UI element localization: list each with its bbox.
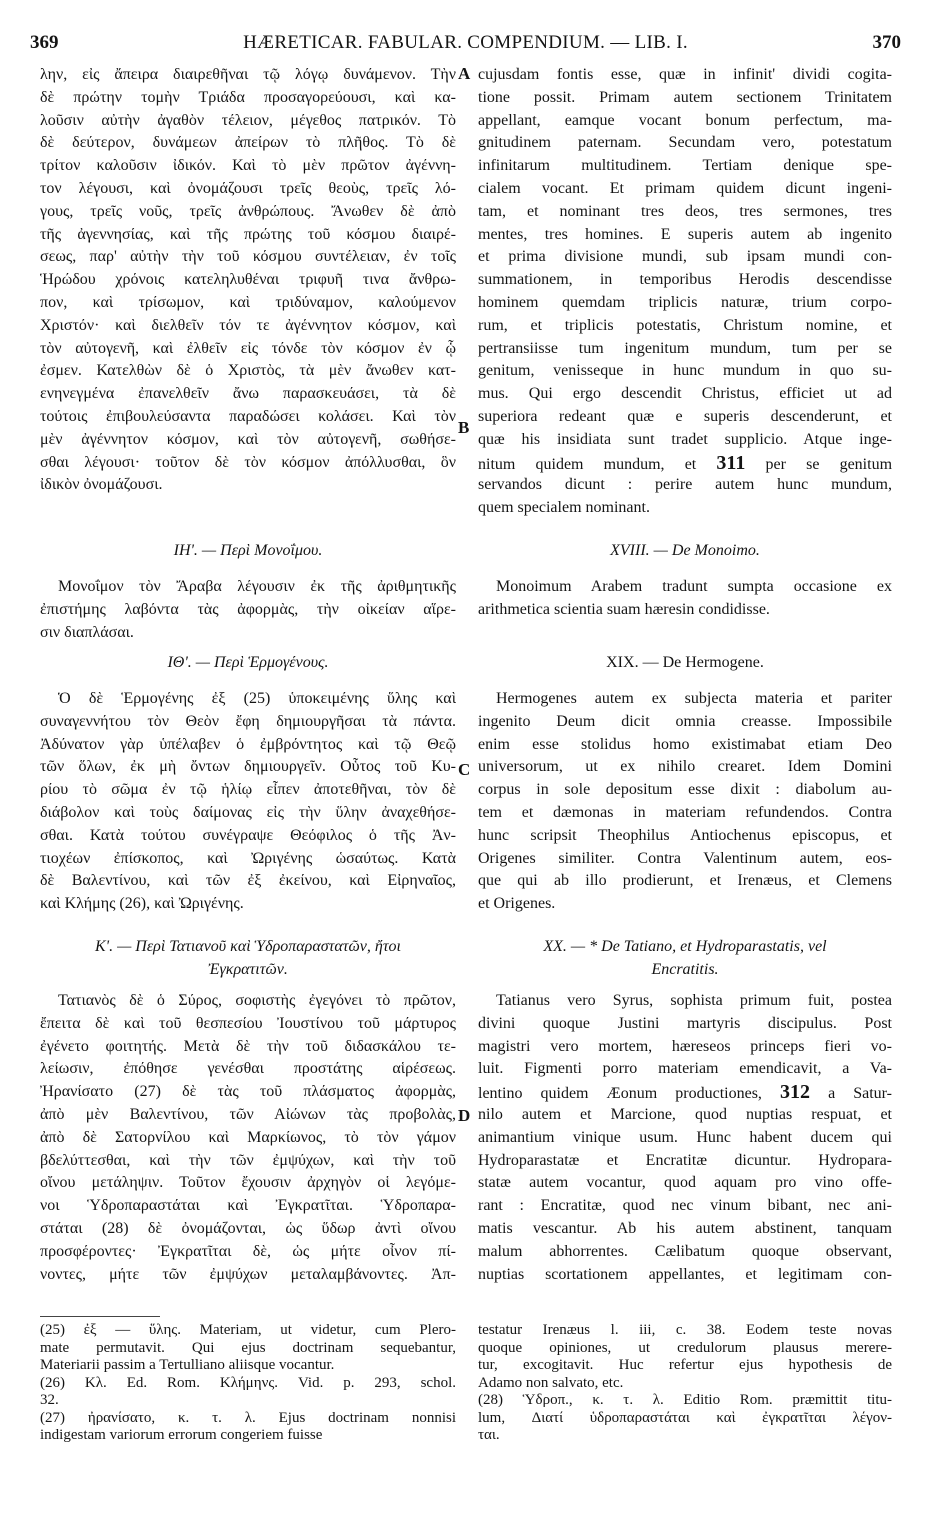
latin-text-segment: lentino quidem Æonum productiones, — [478, 1085, 762, 1103]
text-line: τιοχέων ἐπίσκοπος, καὶ Ὠριγένης ὡσαύτως. Κατὰ — [40, 849, 456, 867]
text-line: ἐπιστήμης λαβόντα τὰς ἀφορμὰς, τὴν οἰκείαν αἵρε- — [40, 600, 456, 618]
latin-heading-xx-line-1: XX. — * De Tatiano, et Hydroparastatis, vel — [543, 938, 827, 955]
latin-heading-xix-text: XIX. — De Hermogene. — [606, 654, 764, 671]
text-line: διάβολον καὶ τοὺς δαίμονας εἰς τὴν ὕλην ἀναχεθήσε- — [40, 803, 456, 821]
text-line: et prima divisione mundi, sub ipsam mundi con- — [478, 248, 892, 266]
text-line: λοῦσιν αὐτὴν ἀγαθὸν τέλειον, μέγεθος πατρικόν. Τὸ — [40, 111, 456, 129]
text-line: Monoimum Arabem tradunt sumpta occasione ex — [496, 578, 892, 595]
text-line: Origenes similiter. Contra Valentinum autem, eos- — [478, 849, 892, 867]
latin-paragraph-4-lines — [478, 990, 892, 1081]
margin-letter-b: B — [458, 418, 470, 437]
text-line: Hermogenes autem ex subjecta materia et pariter — [496, 690, 892, 707]
page-marker-312: 312 — [780, 1081, 810, 1104]
text-line: mus. Qui ergo descendit Christus, efficiet ut ad — [478, 385, 892, 403]
running-title: HÆRETICAR. FABULAR. COMPENDIUM. — LIB. I. — [243, 32, 688, 53]
greek-paragraph-1 — [40, 64, 456, 497]
text-line: testatur Irenæus l. iii, c. 38. Eodem teste novas — [478, 1322, 892, 1338]
text-line: Hydroparastatæ et Encratitæ dicuntur. Hydropara- — [478, 1151, 892, 1169]
text-line: Τατιανὸς δὲ ὁ Σύρος, σοφιστὴς ἐγεγόνει τὸ πρῶτον, — [58, 992, 456, 1009]
text-line: μὲν ἀγέννητον κόσμον, καὶ τὸν αὐτογενῆ, σωθήσε- — [40, 430, 456, 448]
text-line: τὸν αὐτογενῆ, καὶ ἐλθεῖν εἰς τόνδε τὸν κόσμον ἐν ᾧ — [40, 339, 456, 357]
text-line: luit. Figmenti porro materiam emendicavit, a Va- — [478, 1060, 892, 1078]
footnotes-left — [40, 1322, 456, 1445]
text-line: τῆς ἀγεννησίας, καὶ τῆς πρώτης τοῦ κόσμου διαιρέ- — [40, 225, 456, 243]
text-line: βδελύττεσθαι, καὶ τὴν τῶν ἐμψύχων, καὶ τὴν τοῦ — [40, 1151, 456, 1169]
text-line: ἀπὸ δὲ Σατορνίλου καὶ Μαρκίωνος, τὸ τὸν γάμον — [40, 1128, 456, 1146]
text-line: animantium vinique usum. Hunc habent ducem qui — [478, 1128, 892, 1146]
text-line: indigestam variorum errorum congeriem fuisse — [40, 1427, 323, 1443]
greek-heading-xx-line-2: Ἐγκρατιτῶν. — [208, 960, 288, 978]
text-line: νοντες, μήτε τῶν ἐμψύχων μεταλαμβάνοντες. Ἀπ- — [40, 1265, 456, 1283]
text-line: (26) Κλ. Ed. Rom. Κλήμηνς. Vid. p. 293, schol. — [40, 1374, 456, 1391]
text-line: cujusdam fontis esse, quæ in infinit' dividi cogita- — [478, 66, 892, 83]
text-line: 32. — [40, 1392, 59, 1408]
text-line: σθαι λέγουσι· τοῦτον δὲ τὸν κόσμον ἀπόλλυσθαι, ὃν — [40, 453, 456, 471]
greek-heading-xx — [40, 936, 456, 982]
text-line: pertransiisse tum ingenitum mundum, tum per se — [478, 339, 892, 357]
latin-paragraph-4-end — [478, 1104, 892, 1286]
margin-letter-c: C — [458, 760, 471, 779]
text-line: nilo autem et Marcione, quod nuptias respuat, et — [478, 1105, 892, 1123]
margin-letter-d: D — [458, 1106, 471, 1125]
text-line: superiora redeant quæ e superis descenderunt, et — [478, 407, 892, 425]
latin-paragraph-1 — [478, 64, 892, 520]
text-line: divini quoque Justini martyris discipulus. Post — [478, 1014, 892, 1032]
footnotes-right — [478, 1322, 892, 1445]
footnote-rule — [40, 1316, 160, 1317]
latin-heading-xx — [478, 936, 892, 982]
text-line: quoque opiniones, ut credulorum plausus merere- — [478, 1339, 892, 1356]
text-line: corpus in sole depositum esse dixit : diabolum au- — [478, 781, 892, 799]
text-line: et Origenes. — [478, 895, 556, 913]
text-line: ἐγένετο φοιτητής. Μετὰ δὲ τὴν τοῦ διδασκάλου τε- — [40, 1037, 456, 1055]
text-line: ρίου τὸ σῶμα ἐν τῷ ἡλίῳ εἶπεν ἀποτεθῆναι, τὸν δὲ — [40, 781, 456, 799]
text-line: lum, Διατί ὑδροπαραστάται καὶ ἐγκρατῖται λέγον- — [478, 1409, 892, 1426]
text-line: mentes, tres homines. E superis autem ab ingenito — [478, 225, 892, 243]
running-header — [30, 32, 901, 58]
text-line: Tatianus vero Syrus, sophista primum fuit, postea — [496, 992, 892, 1009]
text-line: hominem quemdam triplicis naturæ, trium corpo- — [478, 293, 892, 311]
latin-line-with-page-marker-312 — [478, 1081, 892, 1104]
text-line: Ἡρώδου χρόνοις κατεληλυθέναι τριφυῆ τινα ἄνθρω- — [40, 271, 456, 289]
text-line: tur, excogitavit. Huc refertur ejus hypothesis de — [478, 1357, 892, 1373]
text-line: δὲ πρώτην τομὴν Τριάδα προσαγορεύουσι, καὶ κα- — [40, 88, 456, 106]
latin-paragraph-3 — [478, 688, 892, 916]
text-line: Χριστόν· καὶ διελθεῖν τόν τε ἀγέννητον κόσμον, καὶ — [40, 316, 456, 334]
text-line: universorum, ut ex nihilo crearet. Idem Domini — [478, 758, 892, 776]
text-line: πον, καὶ τρίσωμον, καὶ τριδύναμον, καλούμενον — [40, 293, 456, 311]
latin-text-segment: nitum quidem mundum, et — [478, 455, 697, 473]
latin-paragraph-4 — [478, 990, 892, 1286]
text-line: νοι Ὑδροπαραστάται καὶ Ἐγκρατῖται. Ὑδροπαρα- — [40, 1197, 456, 1215]
text-line: summationem, in temporibus Herodis descendisse — [478, 271, 892, 289]
latin-heading-xx-line-2: Encratitis. — [651, 960, 719, 978]
text-line: Materiarii passim a Tertulliano aliisque vocantur. — [40, 1357, 335, 1373]
text-line: Μονοΐμον τὸν Ἄραβα λέγουσιν ἐκ τῆς ἀριθμητικῆς — [58, 578, 456, 595]
text-line: arithmetica scientia suam hæresin condidisse. — [478, 600, 770, 618]
text-line: tione possit. Primam autem sectionem Trinitatem — [478, 88, 892, 106]
latin-paragraph-2 — [478, 576, 892, 622]
text-line: hunc scripsit Theophilus Antiochenus episcopus, et — [478, 826, 892, 844]
greek-paragraph-4 — [40, 990, 456, 1286]
text-line: οἴνου μετάληψιν. Τοῦτον ἔχουσιν ἀρχηγὸν οἱ λεγόμε- — [40, 1174, 456, 1192]
text-line: magistri vero mortem, hæreseos princeps fieri vo- — [478, 1037, 892, 1055]
latin-line-with-page-marker-311 — [478, 452, 892, 475]
latin-paragraph-1-end — [478, 474, 892, 520]
text-line: infinitarum multitudinem. Tertiam denique spe- — [478, 157, 892, 175]
text-line: que qui ab illo prodierunt, et Irenæus, et Clemens — [478, 872, 892, 890]
text-line: ται. — [478, 1427, 500, 1443]
text-line: genitum, venisseque in hunc mundum in quo su- — [478, 362, 892, 380]
text-line: Adamo non salvato, etc. — [478, 1374, 624, 1391]
text-line: τῶν ὅλων, ἐκ μὴ ὄντων δημιουργεῖν. Οὗτος τοῦ Κυ- — [40, 758, 456, 776]
text-line: appellant, eamque vocant bonum perfectum, ma- — [478, 111, 892, 129]
text-line: servandos dicunt : perire autem hunc mundum, — [478, 476, 892, 494]
text-line: ενηνεγμένα ἐπανελθεῖν ἄνω παρασκευάσει, τὰ δὲ — [40, 385, 456, 403]
page-number-right: 370 — [872, 32, 901, 53]
text-line: στάται (28) δὲ ὀνομάζονται, ὡς ὕδωρ ἀντὶ οἴνου — [40, 1219, 456, 1237]
text-line: σεως, παρ' αὐτὴν τὴν τοῦ κόσμου συντέλειαν, ἐν τοῖς — [40, 248, 456, 266]
text-line: malum abhorrentes. Cælibatum quoque observant, — [478, 1242, 892, 1260]
text-line: statæ autem vocantur, quod aquam pro vino offe- — [478, 1174, 892, 1192]
text-line: gnitudinem paternam. Secundam vero, potestatum — [478, 134, 892, 152]
text-line: τρίτον καλοῦσιν ἰδικόν. Καὶ τὸ μὲν πρῶτον ἀγέννη- — [40, 157, 456, 175]
text-line: λην, εἰς ἄπειρα διαιρεθῆναι τῷ λόγῳ δυνάμενον. Τὴν — [40, 66, 456, 83]
text-line: Ἀδύνατον γὰρ ὑπέλαβεν ὁ ἐμβρόντητος καὶ τῷ Θεῷ — [40, 735, 456, 753]
text-line: Ἠρανίσατο (27) δὲ τὰς τοῦ πλάσματος ἀφορμὰς, — [40, 1083, 456, 1101]
greek-heading-xix: ΙΘ'. — Περὶ Ἑρμογένους. — [167, 654, 329, 671]
text-line: Ὁ δὲ Ἑρμογένης ἐξ (25) ὑποκειμένης ὕλης καὶ — [58, 690, 456, 707]
text-line: quæ his insidiata sunt tradet supplicio. Atque inge- — [478, 430, 892, 448]
text-line: mate permutavit. Qui ejus doctrinam sequebantur, — [40, 1339, 456, 1356]
text-line: λείωσιν, ἐπόθησε γενέσθαι προστάτης αἱρέσεως. — [40, 1060, 456, 1078]
text-line: δὲ δεύτερον, δυνάμεων ἀπείρων τὸ πλῆθος. Τὸ δὲ — [40, 134, 456, 152]
text-line: τούτοις ἐπιβουλεύσαντα παραδώσει κολάσει. Καὶ τὸν — [40, 407, 456, 425]
latin-heading-xviii: XVIII. — De Monoimo. — [610, 542, 760, 559]
margin-letter-a: A — [458, 64, 471, 83]
greek-heading-xviii: ΙΗ'. — Περὶ Μονοΐμου. — [173, 542, 323, 559]
text-line: σθαι. Κατὰ τούτου συνέγραψε Θεόφιλος ὁ τῆς Ἀν- — [40, 826, 456, 844]
latin-heading-xix — [478, 652, 892, 675]
text-line: tem et dæmonas in materiam refundendos. Contra — [478, 803, 892, 821]
text-line: προσφέροντες· Ἐγκρατῖται δὲ, ὡς μήτε οἶνον πί- — [40, 1242, 456, 1260]
text-line: nuptias scortationem appellantes, et legitimam con- — [478, 1265, 892, 1283]
text-line: ἀπὸ μὲν Βαλεντίνου, τῶν Αἰώνων τὰς προβολὰς, — [40, 1105, 456, 1123]
text-line: ἔπειτα δὲ καὶ τοῦ θεσπεσίου Ἰουστίνου τοῦ μάρτυρος — [40, 1014, 456, 1032]
page-marker-311: 311 — [716, 451, 746, 474]
text-line: σιν διαπλάσαι. — [40, 623, 134, 641]
page-number-left: 369 — [30, 32, 59, 53]
text-line: tam, et nominant tres deos, tres sermones, tres — [478, 202, 892, 220]
text-line: συναγεννήτου τὸν Θεὸν ἔφη δημιουργῆσαι τὰ πάντα. — [40, 712, 456, 730]
text-line: ἐσμεν. Κατελθὼν δὲ ὁ Χριστὸς, τὰ μὲν ἄνωθεν κατ- — [40, 362, 456, 380]
text-line: rant : Encratitæ, quod nec vinum bibant, nec ani- — [478, 1197, 892, 1215]
text-line: (27) ἠρανίσατο, κ. τ. λ. Ejus doctrinam nonnisi — [40, 1409, 456, 1426]
text-line: enim esse stolidus homo existimabat etiam Deo — [478, 735, 892, 753]
text-line: (28) Ὑδροπ., κ. τ. λ. Editio Rom. præmittit titu- — [478, 1392, 892, 1408]
greek-paragraph-2 — [40, 576, 456, 644]
text-line: δὲ Βαλεντίνου, καὶ τῶν ἐξ ἐκείνου, καὶ Εἰρηναῖος, — [40, 872, 456, 890]
text-line: ingenito Deum dicit omnia creasse. Impossibile — [478, 712, 892, 730]
latin-text-segment: per se genitum — [765, 455, 892, 473]
text-line: (25) ἐξ — ὕλης. Materiam, ut videtur, cum Plero- — [40, 1322, 456, 1338]
text-line: rum, et triplicis potestatis, Christum nomine, et — [478, 316, 892, 334]
text-line: quem specialem nominant. — [478, 499, 650, 517]
greek-heading-xx-line-1: Κ'. — Περὶ Τατιανοῦ καὶ Ὑδροπαραστατῶν, ἤτοι — [94, 938, 401, 955]
latin-paragraph-1-lines — [478, 64, 892, 452]
text-line: τον λέγουσι, καὶ ὀνομάζουσι τρεῖς θεοὺς, τρεῖς λό- — [40, 179, 456, 197]
latin-text-segment: a Satur- — [828, 1085, 892, 1103]
text-line: matis vescantur. Ab his autem abstinent, tanquam — [478, 1219, 892, 1237]
greek-paragraph-3 — [40, 688, 456, 916]
text-line: γους, τρεῖς νοῦς, τρεῖς ἀνθρώπους. Ἄνωθεν δὲ ἀπὸ — [40, 202, 456, 220]
text-line: cialem vocant. Et primam quidem dicunt ingeni- — [478, 179, 892, 197]
text-line: ἰδικὸν ὀνομάζουσι. — [40, 476, 163, 494]
text-line: καὶ Κλήμης (26), καὶ Ὠριγένης. — [40, 895, 244, 913]
